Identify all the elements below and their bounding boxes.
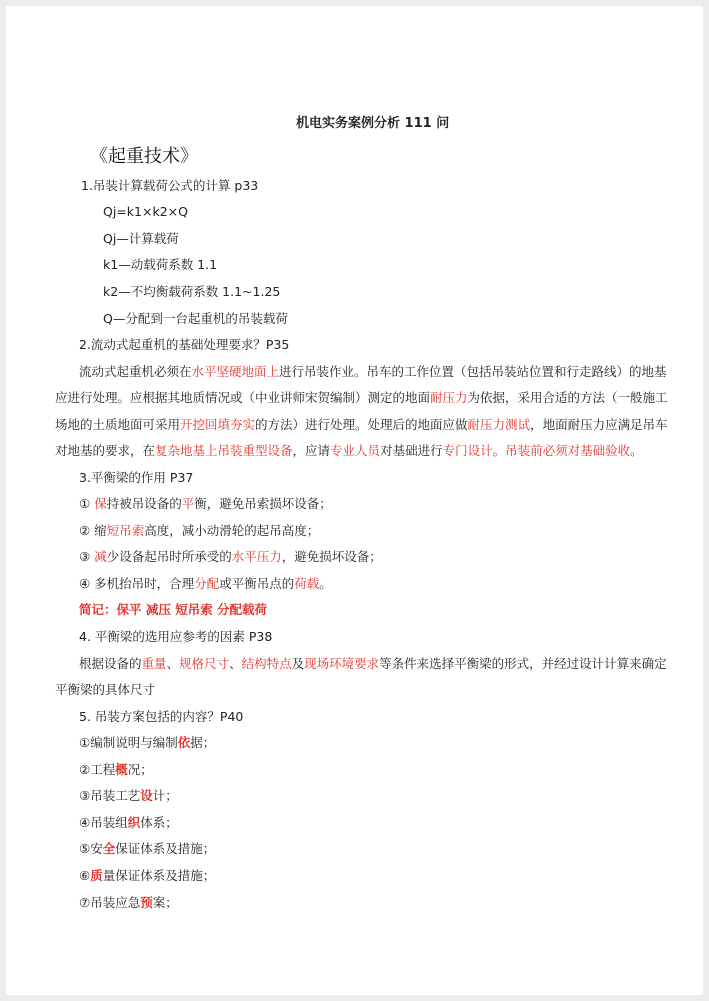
q4-line-1: 根据设备的重量、规格尺寸、结构特点及现场环境要求等条件来选择平衡梁的形式，并经过设计计算来确定 xyxy=(79,656,667,671)
q2-line-2: 应进行处理。应根据其地质情况或（中业讲师宋贺编制）测定的地面耐压力为依据，采用合适的方法（一般施工 xyxy=(55,390,668,405)
q1-def-k1: k1—动载荷系数 1.1 xyxy=(103,257,218,272)
q5-item-5: ⑤安全保证体系及措施； xyxy=(79,841,216,856)
document-page xyxy=(6,6,703,995)
q2-line-3: 场地的土质地面可采用开挖回填夯实的方法）进行处理。处理后的地面应做耐压力测试，地面耐压力应满足吊车 xyxy=(55,417,668,432)
q5-item-3: ③吊装工艺设计； xyxy=(79,788,178,803)
q1-def-q: Q—分配到一台起重机的吊装载荷 xyxy=(103,311,288,326)
q3-title: 3.平衡梁的作用 P37 xyxy=(79,470,194,485)
q3-memo: 简记：保平 减压 短吊索 分配载荷 xyxy=(79,602,268,617)
section-title: 《起重技术》 xyxy=(90,146,198,167)
q5-title: 5. 吊装方案包括的内容？P40 xyxy=(79,709,244,724)
q2-line-4: 对地基的要求，在复杂地基上吊装重型设备，应请专业人员对基础进行专门设计。吊装前必须对基础验收。 xyxy=(55,443,643,458)
q3-item-4: ④ 多机抬吊时，合理分配或平衡吊点的荷载。 xyxy=(79,576,332,591)
q3-item-3: ③ 减少设备起吊时所承受的水平压力，避免损坏设备； xyxy=(79,549,382,564)
document-title: 机电实务案例分析 111 问 xyxy=(296,116,450,131)
q5-item-6: ⑥质量保证体系及措施； xyxy=(79,868,216,883)
q5-item-7: ⑦吊装应急预案； xyxy=(79,895,178,910)
q4-title: 4. 平衡梁的选用应参考的因素 P38 xyxy=(79,629,273,644)
q5-item-4: ④吊装组织体系； xyxy=(79,815,178,830)
q1-def-k2: k2—不均衡载荷系数 1.1~1.25 xyxy=(103,284,281,299)
q2-line-1: 流动式起重机必须在水平坚硬地面上进行吊装作业。吊车的工作位置（包括吊装站位置和行走路线）的地基 xyxy=(79,364,667,379)
q5-item-2: ②工程概况； xyxy=(79,762,153,777)
q1-formula: Qj=k1×k2×Q xyxy=(103,204,188,219)
q1-def-qj: Qj—计算载荷 xyxy=(103,231,179,246)
q1-title: 1.吊装计算载荷公式的计算 p33 xyxy=(81,178,259,193)
q3-item-2: ② 缩短吊索高度，减小动滑轮的起吊高度； xyxy=(79,523,320,538)
q3-item-1: ① 保持被吊设备的平衡，避免吊索损坏设备； xyxy=(79,496,332,511)
q4-line-2: 平衡梁的具体尺寸 xyxy=(55,682,156,697)
q5-item-1: ①编制说明与编制依据； xyxy=(79,735,216,750)
q2-title: 2.流动式起重机的基础处理要求？P35 xyxy=(79,337,290,352)
